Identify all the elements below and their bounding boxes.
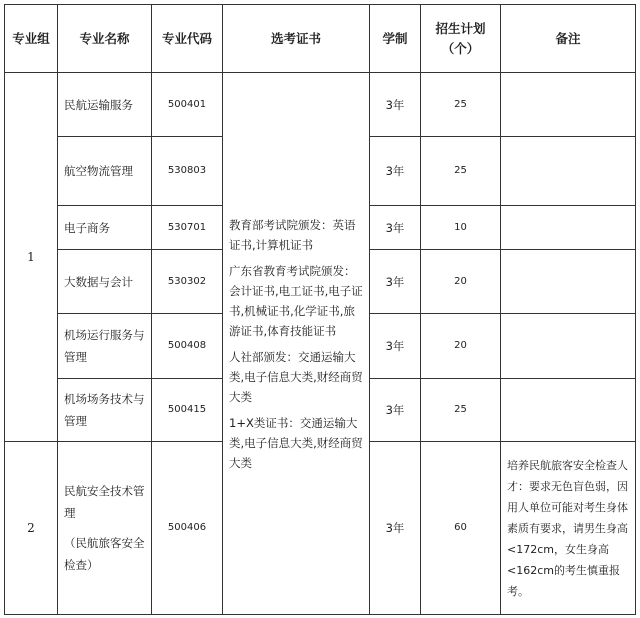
header-cert: 选考证书 (223, 5, 370, 73)
major-name: 电子商务 (58, 206, 152, 250)
header-duration: 学制 (370, 5, 421, 73)
major-code: 500401 (152, 73, 223, 137)
enrollment-table (4, 4, 636, 615)
group-cell: 2 (5, 442, 58, 615)
major-code: 500408 (152, 314, 223, 379)
major-duration: 3年 (370, 206, 421, 250)
major-note: 培养民航旅客安全检查人才：要求无色盲色弱，因用人单位可能对考生身体素质有要求，请男生身高<172cm，女生身高<162cm的考生慎重报考。 (501, 442, 636, 615)
major-plan: 20 (421, 314, 501, 379)
major-duration: 3年 (370, 250, 421, 314)
cert-hr: 人社部颁发：交通运输大类,电子信息大类,财经商贸大类 (229, 349, 363, 404)
cert-guangdong: 广东省教育考试院颁发：会计证书,电工证书,电子证书,机械证书,化学证书,旅游证书,体育技能证书 (229, 263, 363, 338)
major-name-sub: （民航旅客安全检查） (64, 536, 145, 572)
major-name-cell (58, 442, 152, 615)
major-name: 机场场务技术与管理 (58, 379, 152, 442)
cert-1x: 1+X类证书：交通运输大类,电子信息大类,财经商贸大类 (229, 415, 363, 470)
major-code: 530302 (152, 250, 223, 314)
major-name: 民航安全技术管理 (64, 484, 145, 520)
header-code: 专业代码 (152, 5, 223, 73)
major-code: 530803 (152, 137, 223, 206)
major-note (501, 137, 636, 206)
cert-ministry: 教育部考试院颁发：英语证书,计算机证书 (229, 217, 356, 252)
major-name: 机场运行服务与管理 (58, 314, 152, 379)
header-group: 专业组 (5, 5, 58, 73)
header-note: 备注 (501, 5, 636, 73)
major-plan: 25 (421, 73, 501, 137)
major-note (501, 250, 636, 314)
major-name: 大数据与会计 (58, 250, 152, 314)
major-note (501, 73, 636, 137)
header-name: 专业名称 (58, 5, 152, 73)
major-plan: 25 (421, 379, 501, 442)
major-name: 航空物流管理 (58, 137, 152, 206)
major-code: 500415 (152, 379, 223, 442)
header-row (5, 5, 636, 73)
major-duration: 3年 (370, 442, 421, 615)
major-duration: 3年 (370, 137, 421, 206)
major-plan: 20 (421, 250, 501, 314)
major-note (501, 379, 636, 442)
major-note (501, 206, 636, 250)
major-name: 民航运输服务 (58, 73, 152, 137)
major-code: 500406 (152, 442, 223, 615)
major-duration: 3年 (370, 379, 421, 442)
major-duration: 3年 (370, 314, 421, 379)
major-plan: 60 (421, 442, 501, 615)
major-code: 530701 (152, 206, 223, 250)
certificates-cell (223, 73, 370, 615)
major-note (501, 314, 636, 379)
major-duration: 3年 (370, 73, 421, 137)
header-plan: 招生计划（个） (421, 5, 501, 73)
table-row (5, 73, 636, 137)
group-cell: 1 (5, 73, 58, 442)
major-plan: 10 (421, 206, 501, 250)
major-plan: 25 (421, 137, 501, 206)
